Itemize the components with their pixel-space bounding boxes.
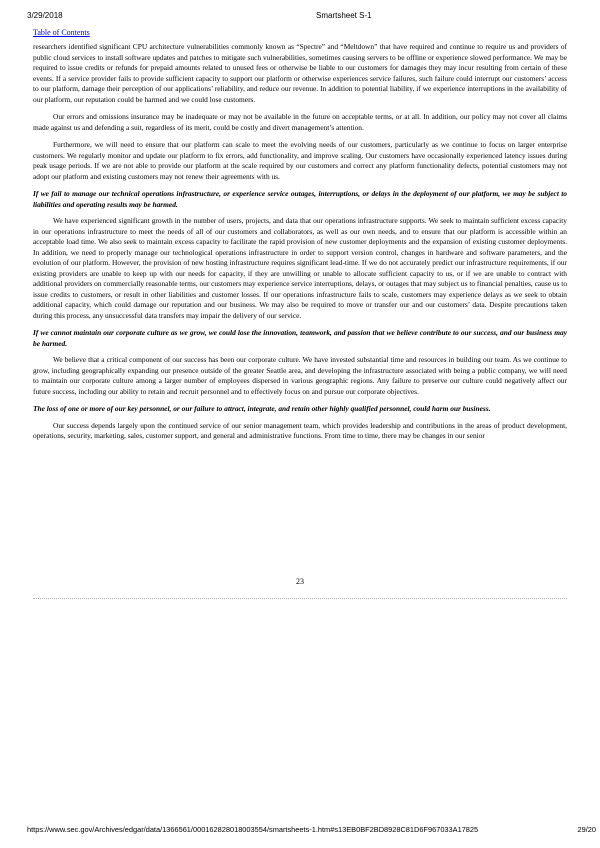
paragraph-culture: We believe that a critical component of our success has been our corporate culture. We have invested substantial time and resources in building our team. As we continue to grow, including geographically expanding our presence outside of the greater Seattle area, and developing the infrastructure associated with being a public company, we will need to maintain our corporate culture among a larger number of employees dispersed in various geographic regions. Any failure to preserve our culture could negatively affect our future success, including our ability to retain and recruit personnel and to effectively focus on and pursue our corporate objectives. bbox=[33, 355, 567, 396]
paragraph-personnel: Our success depends largely upon the continued service of our senior management team, which provides leadership and contributions in the areas of product development, operations, security, marketing, sales, customer support, and general and administrative functions. From time to time, there may be changes in our senior bbox=[33, 420, 567, 440]
paragraph-spectre-meltdown: researchers identified significant CPU architecture vulnerabilities commonly known as “Spectre” and “Meltdown” that have required and continue to require us and providers of public cloud services to install software updates and patches to mitigate such vulnerabilities, sometimes causing servers to be offline or experience slowed performance. We may be required to issue credits or refunds for prepaid amounts related to unused fees or otherwise be liable to our customers for damages they may incur resulting from certain of these events. If a service provider fails to provide sufficient capacity to support our platform or otherwise experiences service failures, such failure could interrupt our customers’ access to our platform, damage their perception of our applications’ reliability, and reduce our revenue. In addition to potential liability, if we experience interruptions in the availability of our platform, our reputation could be harmed and we could lose customers. bbox=[33, 42, 567, 104]
risk-heading-culture: If we cannot maintain our corporate culture as we grow, we could lose the innovation, teamwork, and passion that we believe contribute to our success, and our business may be harmed. bbox=[33, 328, 567, 348]
document-title: Smartsheet S-1 bbox=[316, 11, 372, 20]
footer-page-count: 29/20 bbox=[577, 825, 596, 834]
page-divider bbox=[33, 598, 567, 599]
paragraph-scaling: Furthermore, we will need to ensure that our platform can scale to meet the evolving needs of our customers, particularly as we continue to focus on larger enterprise customers. We regularly monitor and update our platform to fix errors, add functionality, and improve scaling. Our customers have occasionally experienced latency issues during peak usage periods. If we are not able to provide our platform at the scale required by our customers and correct any platform functionality defects, potential customers may not adopt our platform and existing customers may not renew their agreements with us. bbox=[33, 140, 567, 181]
footer-url: https://www.sec.gov/Archives/edgar/data/1366561/000162828018003554/smartsheets-1.htm#s13EB0BF2BD8928C81D6F967033A17825 bbox=[27, 825, 479, 834]
risk-heading-infrastructure: If we fail to manage our technical operations infrastructure, or experience service outages, interruptions, or delays in the deployment of our platform, we may be subject to liabilities and operating results may be harmed. bbox=[33, 189, 567, 209]
page-number: 23 bbox=[296, 577, 304, 586]
print-date: 3/29/2018 bbox=[27, 11, 63, 20]
paragraph-insurance: Our errors and omissions insurance may be inadequate or may not be available in the future on acceptable terms, or at all. In addition, our policy may not cover all claims made against us and defending a suit, regardless of its merit, could be costly and divert management’s attention. bbox=[33, 112, 567, 132]
table-of-contents-link[interactable]: Table of Contents bbox=[33, 28, 90, 37]
document-body bbox=[33, 42, 567, 449]
risk-heading-personnel: The loss of one or more of our key personnel, or our failure to attract, integrate, and retain other highly qualified personnel, could harm our business. bbox=[33, 404, 491, 413]
paragraph-infrastructure: We have experienced significant growth in the number of users, projects, and data that our operations infrastructure supports. We seek to maintain sufficient excess capacity in our operations infrastructure to meet the needs of all of our customers and collaborators, as well as our own needs, and to ensure that our platform is accessible within an acceptable load time. We also seek to maintain excess capacity to facilitate the rapid provision of new customer deployments and the expansion of existing customer deployments. In addition, we need to properly manage our technological operations infrastructure in order to support version control, changes in hardware and software parameters, and the evolution of our platform. However, the provision of new hosting infrastructure requires significant lead-time. If we do not accurately predict our infrastructure requirements, if our existing providers are unable to keep up with our needs for capacity, if they are unwilling or unable to allocate sufficient capacity to us, or if we are unable to contract with additional providers on commercially reasonable terms, our customers may experience service interruptions, delays, or outages that may subject us to financial penalties, cause us to issue credits to customers, or result in other liabilities and customer losses. If our operations infrastructure fails to scale, customers may experience delays as we seek to obtain additional capacity, which could damage our reputation and our business. We may also be required to move or transfer our and our customers’ data. Despite precautions taken during this process, any unsuccessful data transfers may impair the delivery of our service. bbox=[33, 216, 568, 320]
